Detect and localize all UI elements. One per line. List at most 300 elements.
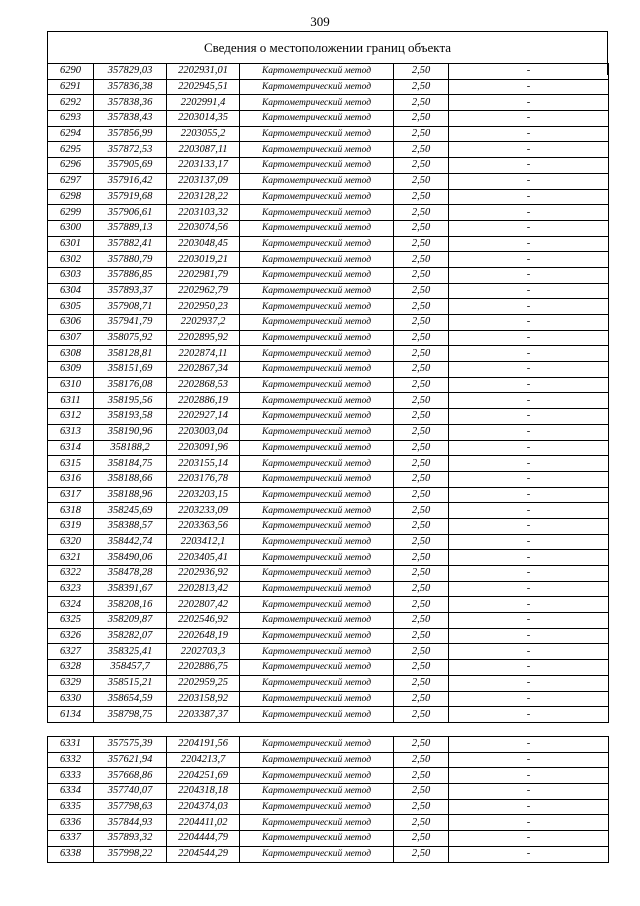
description-cell: - bbox=[449, 346, 609, 362]
y-coordinate-cell: 2203055,2 bbox=[167, 126, 240, 142]
description-cell: - bbox=[449, 440, 609, 456]
table-row bbox=[48, 79, 609, 95]
accuracy-cell: 2,50 bbox=[394, 471, 449, 487]
point-number-cell: 6301 bbox=[48, 236, 94, 252]
x-coordinate-cell: 357908,71 bbox=[94, 299, 167, 315]
table-row bbox=[48, 173, 609, 189]
description-cell: - bbox=[449, 831, 609, 847]
method-cell: Картометрический метод bbox=[240, 581, 394, 597]
accuracy-cell: 2,50 bbox=[394, 752, 449, 768]
table-row bbox=[48, 534, 609, 550]
point-number-cell: 6328 bbox=[48, 660, 94, 676]
table-row bbox=[48, 691, 609, 707]
x-coordinate-cell: 358457,7 bbox=[94, 660, 167, 676]
table-row bbox=[48, 581, 609, 597]
table-row bbox=[48, 236, 609, 252]
point-number-cell: 6337 bbox=[48, 831, 94, 847]
method-cell: Картометрический метод bbox=[240, 267, 394, 283]
description-cell: - bbox=[449, 267, 609, 283]
point-number-cell: 6310 bbox=[48, 377, 94, 393]
accuracy-cell: 2,50 bbox=[394, 79, 449, 95]
method-cell: Картометрический метод bbox=[240, 799, 394, 815]
table-row bbox=[48, 628, 609, 644]
table-row bbox=[48, 252, 609, 268]
accuracy-cell: 2,50 bbox=[394, 815, 449, 831]
description-cell: - bbox=[449, 173, 609, 189]
method-cell: Картометрический метод bbox=[240, 784, 394, 800]
y-coordinate-cell: 2202895,92 bbox=[167, 330, 240, 346]
method-cell: Картометрический метод bbox=[240, 831, 394, 847]
point-number-cell: 6325 bbox=[48, 613, 94, 629]
method-cell: Картометрический метод bbox=[240, 283, 394, 299]
point-number-cell: 6293 bbox=[48, 111, 94, 127]
method-cell: Картометрический метод bbox=[240, 707, 394, 723]
x-coordinate-cell: 358188,2 bbox=[94, 440, 167, 456]
accuracy-cell: 2,50 bbox=[394, 799, 449, 815]
y-coordinate-cell: 2202962,79 bbox=[167, 283, 240, 299]
method-cell: Картометрический метод bbox=[240, 846, 394, 862]
point-number-cell: 6299 bbox=[48, 205, 94, 221]
page-number: 309 bbox=[310, 14, 330, 29]
method-cell: Картометрический метод bbox=[240, 393, 394, 409]
accuracy-cell: 2,50 bbox=[394, 675, 449, 691]
x-coordinate-cell: 358325,41 bbox=[94, 644, 167, 660]
y-coordinate-cell: 2202931,01 bbox=[167, 64, 240, 80]
accuracy-cell: 2,50 bbox=[394, 456, 449, 472]
table-row bbox=[48, 409, 609, 425]
method-cell: Картометрический метод bbox=[240, 205, 394, 221]
point-number-cell: 6312 bbox=[48, 409, 94, 425]
description-cell: - bbox=[449, 628, 609, 644]
coordinates-table-b bbox=[47, 736, 609, 863]
point-number-cell: 6309 bbox=[48, 362, 94, 378]
method-cell: Картометрический метод bbox=[240, 815, 394, 831]
x-coordinate-cell: 357621,94 bbox=[94, 752, 167, 768]
x-coordinate-cell: 358798,75 bbox=[94, 707, 167, 723]
table-row bbox=[48, 424, 609, 440]
table-row bbox=[48, 487, 609, 503]
x-coordinate-cell: 357893,37 bbox=[94, 283, 167, 299]
y-coordinate-cell: 2203103,32 bbox=[167, 205, 240, 221]
description-cell: - bbox=[449, 597, 609, 613]
description-cell: - bbox=[449, 64, 609, 80]
accuracy-cell: 2,50 bbox=[394, 393, 449, 409]
point-number-cell: 6315 bbox=[48, 456, 94, 472]
accuracy-cell: 2,50 bbox=[394, 377, 449, 393]
accuracy-cell: 2,50 bbox=[394, 581, 449, 597]
table-row bbox=[48, 283, 609, 299]
point-number-cell: 6322 bbox=[48, 566, 94, 582]
y-coordinate-cell: 2202945,51 bbox=[167, 79, 240, 95]
x-coordinate-cell: 358282,07 bbox=[94, 628, 167, 644]
point-number-cell: 6321 bbox=[48, 550, 94, 566]
y-coordinate-cell: 2202981,79 bbox=[167, 267, 240, 283]
description-cell: - bbox=[449, 534, 609, 550]
y-coordinate-cell: 2203405,41 bbox=[167, 550, 240, 566]
x-coordinate-cell: 358388,57 bbox=[94, 518, 167, 534]
x-coordinate-cell: 358208,16 bbox=[94, 597, 167, 613]
method-cell: Картометрический метод bbox=[240, 377, 394, 393]
table-row bbox=[48, 158, 609, 174]
description-cell: - bbox=[449, 393, 609, 409]
point-number-cell: 6305 bbox=[48, 299, 94, 315]
point-number-cell: 6324 bbox=[48, 597, 94, 613]
description-cell: - bbox=[449, 799, 609, 815]
table-row bbox=[48, 377, 609, 393]
method-cell: Картометрический метод bbox=[240, 752, 394, 768]
table-row bbox=[48, 471, 609, 487]
description-cell: - bbox=[449, 283, 609, 299]
description-cell: - bbox=[449, 691, 609, 707]
description-cell: - bbox=[449, 846, 609, 862]
accuracy-cell: 2,50 bbox=[394, 111, 449, 127]
x-coordinate-cell: 357882,41 bbox=[94, 236, 167, 252]
y-coordinate-cell: 2203363,56 bbox=[167, 518, 240, 534]
x-coordinate-cell: 358190,96 bbox=[94, 424, 167, 440]
table-row bbox=[48, 613, 609, 629]
point-number-cell: 6329 bbox=[48, 675, 94, 691]
y-coordinate-cell: 2203176,78 bbox=[167, 471, 240, 487]
x-coordinate-cell: 358176,08 bbox=[94, 377, 167, 393]
table-title: Сведения о местоположении границ объекта bbox=[203, 40, 452, 55]
table-row bbox=[48, 660, 609, 676]
y-coordinate-cell: 2202991,4 bbox=[167, 95, 240, 111]
x-coordinate-cell: 357829,03 bbox=[94, 64, 167, 80]
y-coordinate-cell: 2204191,56 bbox=[167, 737, 240, 753]
accuracy-cell: 2,50 bbox=[394, 173, 449, 189]
description-cell: - bbox=[449, 158, 609, 174]
x-coordinate-cell: 357872,53 bbox=[94, 142, 167, 158]
table-row bbox=[48, 95, 609, 111]
x-coordinate-cell: 358184,75 bbox=[94, 456, 167, 472]
method-cell: Картометрический метод bbox=[240, 424, 394, 440]
y-coordinate-cell: 2202807,42 bbox=[167, 597, 240, 613]
accuracy-cell: 2,50 bbox=[394, 267, 449, 283]
point-number-cell: 6326 bbox=[48, 628, 94, 644]
x-coordinate-cell: 357893,32 bbox=[94, 831, 167, 847]
description-cell: - bbox=[449, 299, 609, 315]
description-cell: - bbox=[449, 518, 609, 534]
table-row bbox=[48, 784, 609, 800]
y-coordinate-cell: 2204251,69 bbox=[167, 768, 240, 784]
description-cell: - bbox=[449, 126, 609, 142]
point-number-cell: 6336 bbox=[48, 815, 94, 831]
table-row bbox=[48, 111, 609, 127]
method-cell: Картометрический метод bbox=[240, 362, 394, 378]
method-cell: Картометрический метод bbox=[240, 737, 394, 753]
method-cell: Картометрический метод bbox=[240, 64, 394, 80]
description-cell: - bbox=[449, 424, 609, 440]
coordinates-table-a bbox=[47, 63, 609, 723]
accuracy-cell: 2,50 bbox=[394, 566, 449, 582]
x-coordinate-cell: 357919,68 bbox=[94, 189, 167, 205]
x-coordinate-cell: 358075,92 bbox=[94, 330, 167, 346]
method-cell: Картометрический метод bbox=[240, 299, 394, 315]
accuracy-cell: 2,50 bbox=[394, 95, 449, 111]
x-coordinate-cell: 357916,42 bbox=[94, 173, 167, 189]
y-coordinate-cell: 2203091,96 bbox=[167, 440, 240, 456]
method-cell: Картометрический метод bbox=[240, 158, 394, 174]
accuracy-cell: 2,50 bbox=[394, 660, 449, 676]
point-number-cell: 6332 bbox=[48, 752, 94, 768]
y-coordinate-cell: 2202886,19 bbox=[167, 393, 240, 409]
y-coordinate-cell: 2202868,53 bbox=[167, 377, 240, 393]
point-number-cell: 6300 bbox=[48, 220, 94, 236]
point-number-cell: 6318 bbox=[48, 503, 94, 519]
method-cell: Картометрический метод bbox=[240, 768, 394, 784]
x-coordinate-cell: 358188,66 bbox=[94, 471, 167, 487]
description-cell: - bbox=[449, 660, 609, 676]
point-number-cell: 6316 bbox=[48, 471, 94, 487]
method-cell: Картометрический метод bbox=[240, 566, 394, 582]
description-cell: - bbox=[449, 815, 609, 831]
method-cell: Картометрический метод bbox=[240, 675, 394, 691]
accuracy-cell: 2,50 bbox=[394, 846, 449, 862]
y-coordinate-cell: 2203133,17 bbox=[167, 158, 240, 174]
accuracy-cell: 2,50 bbox=[394, 236, 449, 252]
x-coordinate-cell: 357998,22 bbox=[94, 846, 167, 862]
accuracy-cell: 2,50 bbox=[394, 737, 449, 753]
y-coordinate-cell: 2204318,18 bbox=[167, 784, 240, 800]
accuracy-cell: 2,50 bbox=[394, 252, 449, 268]
accuracy-cell: 2,50 bbox=[394, 409, 449, 425]
x-coordinate-cell: 358209,87 bbox=[94, 613, 167, 629]
y-coordinate-cell: 2203128,22 bbox=[167, 189, 240, 205]
method-cell: Картометрический метод bbox=[240, 315, 394, 331]
method-cell: Картометрический метод bbox=[240, 173, 394, 189]
y-coordinate-cell: 2203203,15 bbox=[167, 487, 240, 503]
accuracy-cell: 2,50 bbox=[394, 189, 449, 205]
y-coordinate-cell: 2203003,04 bbox=[167, 424, 240, 440]
point-number-cell: 6317 bbox=[48, 487, 94, 503]
accuracy-cell: 2,50 bbox=[394, 142, 449, 158]
method-cell: Картометрический метод bbox=[240, 550, 394, 566]
method-cell: Картометрический метод bbox=[240, 409, 394, 425]
point-number-cell: 6134 bbox=[48, 707, 94, 723]
accuracy-cell: 2,50 bbox=[394, 330, 449, 346]
method-cell: Картометрический метод bbox=[240, 613, 394, 629]
point-number-cell: 6308 bbox=[48, 346, 94, 362]
table-row bbox=[48, 142, 609, 158]
x-coordinate-cell: 358515,21 bbox=[94, 675, 167, 691]
description-cell: - bbox=[449, 205, 609, 221]
method-cell: Картометрический метод bbox=[240, 252, 394, 268]
description-cell: - bbox=[449, 377, 609, 393]
y-coordinate-cell: 2203158,92 bbox=[167, 691, 240, 707]
method-cell: Картометрический метод bbox=[240, 628, 394, 644]
method-cell: Картометрический метод bbox=[240, 330, 394, 346]
table-row bbox=[48, 566, 609, 582]
table-row bbox=[48, 189, 609, 205]
method-cell: Картометрический метод bbox=[240, 111, 394, 127]
point-number-cell: 6313 bbox=[48, 424, 94, 440]
y-coordinate-cell: 2203048,45 bbox=[167, 236, 240, 252]
point-number-cell: 6314 bbox=[48, 440, 94, 456]
y-coordinate-cell: 2202936,92 bbox=[167, 566, 240, 582]
description-cell: - bbox=[449, 220, 609, 236]
table-row bbox=[48, 768, 609, 784]
description-cell: - bbox=[449, 644, 609, 660]
y-coordinate-cell: 2203137,09 bbox=[167, 173, 240, 189]
method-cell: Картометрический метод bbox=[240, 346, 394, 362]
description-cell: - bbox=[449, 330, 609, 346]
y-coordinate-cell: 2203087,11 bbox=[167, 142, 240, 158]
accuracy-cell: 2,50 bbox=[394, 597, 449, 613]
method-cell: Картометрический метод bbox=[240, 503, 394, 519]
description-cell: - bbox=[449, 456, 609, 472]
description-cell: - bbox=[449, 550, 609, 566]
x-coordinate-cell: 358128,81 bbox=[94, 346, 167, 362]
y-coordinate-cell: 2203014,35 bbox=[167, 111, 240, 127]
accuracy-cell: 2,50 bbox=[394, 831, 449, 847]
method-cell: Картометрический метод bbox=[240, 518, 394, 534]
point-number-cell: 6333 bbox=[48, 768, 94, 784]
accuracy-cell: 2,50 bbox=[394, 346, 449, 362]
accuracy-cell: 2,50 bbox=[394, 362, 449, 378]
description-cell: - bbox=[449, 471, 609, 487]
accuracy-cell: 2,50 bbox=[394, 644, 449, 660]
x-coordinate-cell: 357838,43 bbox=[94, 111, 167, 127]
description-cell: - bbox=[449, 581, 609, 597]
point-number-cell: 6334 bbox=[48, 784, 94, 800]
method-cell: Картометрический метод bbox=[240, 79, 394, 95]
accuracy-cell: 2,50 bbox=[394, 691, 449, 707]
point-number-cell: 6338 bbox=[48, 846, 94, 862]
point-number-cell: 6303 bbox=[48, 267, 94, 283]
accuracy-cell: 2,50 bbox=[394, 518, 449, 534]
description-cell: - bbox=[449, 707, 609, 723]
description-cell: - bbox=[449, 189, 609, 205]
point-number-cell: 6335 bbox=[48, 799, 94, 815]
accuracy-cell: 2,50 bbox=[394, 628, 449, 644]
x-coordinate-cell: 358391,67 bbox=[94, 581, 167, 597]
point-number-cell: 6292 bbox=[48, 95, 94, 111]
x-coordinate-cell: 358195,56 bbox=[94, 393, 167, 409]
table-row bbox=[48, 456, 609, 472]
accuracy-cell: 2,50 bbox=[394, 768, 449, 784]
description-cell: - bbox=[449, 362, 609, 378]
method-cell: Картометрический метод bbox=[240, 126, 394, 142]
method-cell: Картометрический метод bbox=[240, 644, 394, 660]
x-coordinate-cell: 358188,96 bbox=[94, 487, 167, 503]
table-row bbox=[48, 675, 609, 691]
table-row bbox=[48, 831, 609, 847]
y-coordinate-cell: 2202874,11 bbox=[167, 346, 240, 362]
x-coordinate-cell: 358245,69 bbox=[94, 503, 167, 519]
description-cell: - bbox=[449, 752, 609, 768]
method-cell: Картометрический метод bbox=[240, 534, 394, 550]
description-cell: - bbox=[449, 252, 609, 268]
y-coordinate-cell: 2202648,19 bbox=[167, 628, 240, 644]
method-cell: Картометрический метод bbox=[240, 142, 394, 158]
x-coordinate-cell: 357856,99 bbox=[94, 126, 167, 142]
method-cell: Картометрический метод bbox=[240, 95, 394, 111]
table-row bbox=[48, 220, 609, 236]
table-row bbox=[48, 815, 609, 831]
y-coordinate-cell: 2202703,3 bbox=[167, 644, 240, 660]
point-number-cell: 6307 bbox=[48, 330, 94, 346]
method-cell: Картометрический метод bbox=[240, 189, 394, 205]
y-coordinate-cell: 2204213,7 bbox=[167, 752, 240, 768]
table-row bbox=[48, 64, 609, 80]
x-coordinate-cell: 357668,86 bbox=[94, 768, 167, 784]
x-coordinate-cell: 357906,61 bbox=[94, 205, 167, 221]
point-number-cell: 6296 bbox=[48, 158, 94, 174]
description-cell: - bbox=[449, 95, 609, 111]
accuracy-cell: 2,50 bbox=[394, 205, 449, 221]
y-coordinate-cell: 2204544,29 bbox=[167, 846, 240, 862]
point-number-cell: 6331 bbox=[48, 737, 94, 753]
table-row bbox=[48, 707, 609, 723]
x-coordinate-cell: 357905,69 bbox=[94, 158, 167, 174]
x-coordinate-cell: 357575,39 bbox=[94, 737, 167, 753]
x-coordinate-cell: 358193,58 bbox=[94, 409, 167, 425]
accuracy-cell: 2,50 bbox=[394, 503, 449, 519]
x-coordinate-cell: 357798,63 bbox=[94, 799, 167, 815]
accuracy-cell: 2,50 bbox=[394, 64, 449, 80]
point-number-cell: 6306 bbox=[48, 315, 94, 331]
table-row bbox=[48, 126, 609, 142]
x-coordinate-cell: 357740,07 bbox=[94, 784, 167, 800]
point-number-cell: 6311 bbox=[48, 393, 94, 409]
description-cell: - bbox=[449, 487, 609, 503]
description-cell: - bbox=[449, 503, 609, 519]
accuracy-cell: 2,50 bbox=[394, 283, 449, 299]
point-number-cell: 6320 bbox=[48, 534, 94, 550]
point-number-cell: 6304 bbox=[48, 283, 94, 299]
point-number-cell: 6319 bbox=[48, 518, 94, 534]
y-coordinate-cell: 2203019,21 bbox=[167, 252, 240, 268]
description-cell: - bbox=[449, 79, 609, 95]
table-row bbox=[48, 267, 609, 283]
y-coordinate-cell: 2202867,34 bbox=[167, 362, 240, 378]
y-coordinate-cell: 2202927,14 bbox=[167, 409, 240, 425]
x-coordinate-cell: 357941,79 bbox=[94, 315, 167, 331]
x-coordinate-cell: 358442,74 bbox=[94, 534, 167, 550]
y-coordinate-cell: 2202886,75 bbox=[167, 660, 240, 676]
y-coordinate-cell: 2202546,92 bbox=[167, 613, 240, 629]
point-number-cell: 6295 bbox=[48, 142, 94, 158]
point-number-cell: 6291 bbox=[48, 79, 94, 95]
method-cell: Картометрический метод bbox=[240, 456, 394, 472]
x-coordinate-cell: 357880,79 bbox=[94, 252, 167, 268]
table-row bbox=[48, 362, 609, 378]
y-coordinate-cell: 2204374,03 bbox=[167, 799, 240, 815]
x-coordinate-cell: 357838,36 bbox=[94, 95, 167, 111]
y-coordinate-cell: 2204444,79 bbox=[167, 831, 240, 847]
accuracy-cell: 2,50 bbox=[394, 487, 449, 503]
accuracy-cell: 2,50 bbox=[394, 550, 449, 566]
accuracy-cell: 2,50 bbox=[394, 784, 449, 800]
x-coordinate-cell: 358490,06 bbox=[94, 550, 167, 566]
description-cell: - bbox=[449, 675, 609, 691]
method-cell: Картометрический метод bbox=[240, 471, 394, 487]
method-cell: Картометрический метод bbox=[240, 236, 394, 252]
y-coordinate-cell: 2204411,02 bbox=[167, 815, 240, 831]
y-coordinate-cell: 2203074,56 bbox=[167, 220, 240, 236]
point-number-cell: 6297 bbox=[48, 173, 94, 189]
description-cell: - bbox=[449, 737, 609, 753]
y-coordinate-cell: 2203412,1 bbox=[167, 534, 240, 550]
method-cell: Картометрический метод bbox=[240, 220, 394, 236]
accuracy-cell: 2,50 bbox=[394, 534, 449, 550]
point-number-cell: 6323 bbox=[48, 581, 94, 597]
table-row bbox=[48, 597, 609, 613]
description-cell: - bbox=[449, 566, 609, 582]
x-coordinate-cell: 358151,69 bbox=[94, 362, 167, 378]
table-row bbox=[48, 440, 609, 456]
point-number-cell: 6294 bbox=[48, 126, 94, 142]
